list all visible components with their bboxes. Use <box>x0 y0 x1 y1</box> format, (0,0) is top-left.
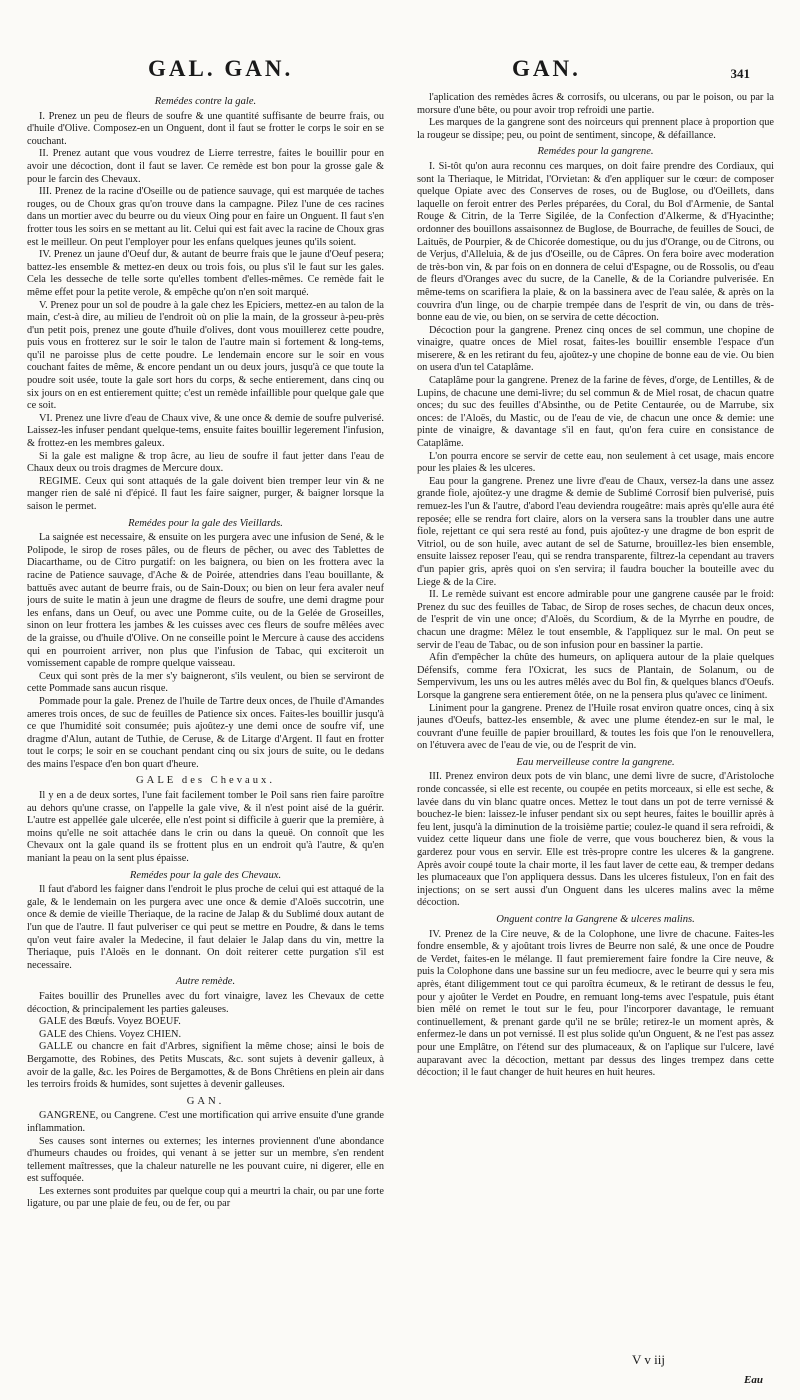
paragraph: GANGRENE, ou Cangrene. C'est une mortification qui arrive ensuite d'une grande inflammation. <box>27 1110 384 1134</box>
paragraph: II. Le remède suivant est encore admirable pour une gangrene causée par le froid: Prenez du suc des feuilles de Tabac, de Sirop de roses seches, de chacun deux onces, de l'esprit de vin une once; d'Aloës, du Scordium, & de la Myrrhe en poudre, de chacun une dragme: Mêlez le tout ensemble, & l'appliquez sur le mal. On peut se servir de l'eau de Tabac, ou de son infusion pour en bassiner la partie. <box>417 589 774 651</box>
paragraph: III. Prenez environ deux pots de vin blanc, une demi livre de sucre, d'Aristoloche ronde concassée, si elle est recente, ou coupée en petits morceaux, si elle est seche, & lavée dans du vin blanc quatre onces. Mettez le tout dans un pot de terre vernissé & bouchez-le bien: laissez-le infuser pendant six ou sept heures, faites le bouillir après à feu lent, jusqu'à la diminution de la troisième partie; coulez-le quand il sera refroidi, & vuidez cette liqueur dans une fiole de verre, que vous boucherez bien, & vous la garderez pour vous en servir. Elle est très-propre contre les ulceres & la gangrene. Après avoir coupé toute la chair morte, il les faut laver de cette eau, & tremper dedans les plumaceaux que l'on appliquera dessus. Dans les ulceres fistuleux, l'on en fait des injections; on se sert aussi d'un Onguent dans les ulceres malins avec la même décoction. <box>417 771 774 909</box>
paragraph: Ses causes sont internes ou externes; les internes proviennent d'une abondance d'humeurs chaudes ou froides, qui venant à se jetter sur un membre, s'en rendent tellement maîtresses, que la chaleur naturelle ne les pouvant cuire, ni digerer, elle en est suffoquée. <box>27 1135 384 1185</box>
paragraph: Cataplâme pour la gangrene. Prenez de la farine de fèves, d'orge, de Lentilles, & de Lupins, de chacune une demi-livre; du sel commun & de Miel rosat, de chacun quatre onces; du suc des feuilles d'Absinthe, ou de Petite Centaurée, ou de Marrube, six onces: de l'Aloës, du Mastic, ou de l'eau de vie, de chacun une once & demie: une pinte de vinaigre, & davantage s'il en faut, qu'on fera cuire en consistance de Cataplâme. <box>417 375 774 450</box>
paragraph: GALE des Chiens. Voyez CHIEN. <box>39 1028 182 1040</box>
paragraph: Si la gale est maligne & trop âcre, au lieu de soufre il faut jetter dans l'eau de Chaux deux ou trois dragmes de Mercure doux. <box>27 450 384 475</box>
section-heading: Remédes contre la gale. <box>154 96 257 107</box>
paragraph: L'on pourra encore se servir de cette eau, non seulement à cet usage, mais encore pour les plaies & les ulceres. <box>417 450 774 475</box>
section-heading: Eau merveilleuse contre la gangrene. <box>516 756 675 768</box>
paragraph: II. Prenez autant que vous voudrez de Lierre terrestre, faites le bouillir pour en avoir une décoction, dont il faut se laver. Ce remède est bon pour la grosse gale & pour le farcin des Chevaux. <box>27 148 384 185</box>
paragraph: Liniment pour la gangrene. Prenez de l'Huile rosat environ quatre onces, cinq à six jaunes d'Oeufs, battez-les ensemble, & avec une plume étendez-en sur le mal, le couvrant d'une feuille de papier brouillard, & toutes les fois que l'on le renouvellera, on l'étuvera avec de l'eau de vie, ou de l'esprit de vin. <box>417 702 774 752</box>
signature-mark: V v iij <box>632 1352 665 1367</box>
paragraph: REGIME. Ceux qui sont attaqués de la gale doivent bien tremper leur vin & ne manger rien de salé ni d'épicé. Il faut les faire saigner, purger, & baigner lorsque la saison le permet. <box>27 475 384 512</box>
right-column <box>417 92 774 1340</box>
paragraph: Les externes sont produites par quelque coup qui a meurtri la chair, ou par une forte ligature, ou par une plaie de feu, ou de fer, ou par <box>27 1185 384 1210</box>
paragraph: V. Prenez pour un sol de poudre à la gale chez les Epiciers, mettez-en au talon de la main, c'est-à dire, au milieu de l'endroit où on plie la main, de la grosseur à-peu-près d'un petit pois, prenez une goute d'huile d'olives, dont vous mouillerez cette poudre, puis vous en frotterez sur le soir le talon de l'autre main si fortement & long-tems, qu'il ne paroisse plus de cette poudre. Le lendemain encore sur le soir en vous couchant faites de même, & encore pendant un ou deux jours, jusqu'à ce que toute la poudre soit usée, toute la gale sort hors du corps, & seche entierement, dans cinq ou six jours on en est entierement quitte; c'est un remède infaillible pour quelque gale que ce soit. <box>27 299 384 412</box>
paragraph: La saignée est necessaire, & ensuite on les purgera avec une infusion de Sené, & le Polipode, le sirop de roses pâles, ou de fleurs de pêcher, ou avec des Tablettes de Diacarthame, ou de Citro purgatif: on les baignera, ou bien on les frottera avec la racine de Patience sauvage, d'Ache & de Poirée, attendries dans l'eau bouillante, & battuës avec autant de beurre frais, ou de Sain-Doux; ou bien on leur fera avaler neuf jours de suite le matin à jeun une dragme de fleurs de soufre, une demi dragme pour les enfans, dans un Oeuf, ou avec une Pomme cuite, ou de la Gelée de Groseilles, sinon on leur frottera les jambes & les cuisses avec ces fleurs de soufre mêlées avec de la graisse, ou d'huile d'Olive. On ne conseille point le Mercure à cause des accidens qui en pourroient arriver, non plus que l'infusion de Tabac, qui exciteroit un vomissement capable de rompre quelque vaisseau. <box>27 532 384 670</box>
section-heading: Onguent contre la Gangrene & ulceres malins. <box>496 914 695 925</box>
section-heading: Remédes pour la gale des Vieillards. <box>128 517 283 529</box>
section-heading: GALE des Chevaux. <box>136 775 275 787</box>
section-heading: Remédes pour la gangrene. <box>537 146 654 158</box>
left-column <box>27 92 384 1340</box>
paragraph: l'aplication des remèdes âcres & corrosifs, ou ulcerans, ou par le poison, ou par la morsure d'une bête, ou pour avoir trop refroidi une partie. <box>417 92 774 116</box>
paragraph: I. Prenez un peu de fleurs de soufre & une quantité suffisante de beurre frais, ou d'huile d'Olive. Composez-en un Onguent, dont il faut se frotter le corps le soir en se couchant. <box>27 110 384 147</box>
paragraph: I. Si-tôt qu'on aura reconnu ces marques, on doit faire prendre des Cordiaux, qui sont la Theriaque, le Mitridat, l'Orvietan: & d'en appliquer sur le cœur: de composer quelque Opiate avec des Conserves de roses, ou de Buglose, ou d'Oeillets, dans laquelle on feroit entrer des Perles préparées, du Coral, du Bol d'Armenie, de Santal Rouge & Citrin, de la Terre Sigilée, de la Confection d'Alkerme, & d'Hyacinthe; ordonner des bouillons assaisonnez de Buglose, de Bourrache, de feuilles de Souci, de Laituës, de Pourpier, & de Chicorée domestique, ou du jus d'Orange, ou de Citrons, ou de Verjus, d'Alleluia, & de jus d'Oseille, ou de Câpres. On fera boire avec moderation de très-bon vin, & par fois on en donnera de celui d'Espagne, ou de Rossolis, ou d'eau de fleurs d'Oranges avec du sucre, de la Canelle, & de la Coriandre pulverisée. En même-tems on scarifiera la plaie, & on la bassinera avec de l'eau salée, & après on la couvrira d'un linge, ou de charpie trempée dans de l'esprit de vin, ou dans de très-bonne eau de vie, ou bien, on se servira de cette décoction. <box>417 160 774 324</box>
paragraph: IV. Prenez de la Cire neuve, & de la Colophone, une livre de chacune. Faites-les fondre ensemble, & y ajoûtant trois livres de Beurre non salé, & une once de Poudre de Verdet, faites-en le mélange. Il faut premierement faire fondre la Cire neuve, & puis la Colophone dans une bassine sur un feu mediocre, avec le beurre qui y sera mis après, étant diligemment tout ce qui paroîtra écumeux, & le retirant de dessus le feu, pour y ajoûter le Verdet en Poudre, en remuant long-tems avec l'espatule, puis étant bien mêlé on remet le tout sur le feu, pour l'incorporer davantage, le remuant continuellement, & prenant garde qu'il ne se brûle; retirez-le un moment après, & enfermez-le dans un pot vernissé. Il est plus solide qu'un Onguent, & ne l'est pas assez pour une Emplâtre, on l'étend sur des plumaceaux, & on l'aplique sur l'ulcere, lavé auparavant avec la décoction, mettant par dessus des linges trempez dans cette décoction; il le faut changer de huit heures en huit heures. <box>417 928 774 1079</box>
paragraph: III. Prenez de la racine d'Oseille ou de patience sauvage, qui est marquée de taches rouges, ou de Choux gras qu'on trouve dans la campagne. Pilez l'une de ces racines dans un mortier avec du beurre ou du vieux Oing pour en faire un Onguent. Il faut s'en frotter tous les soirs en se mettant au lit. Celui qui est fait avec la racine de Choux gras est le meilleur. On peut l'employer pour les enfans quelques jeunes qu'ils soient. <box>27 186 384 248</box>
running-head-left: GAL. GAN. <box>148 56 294 81</box>
section-heading: GAN. <box>186 1095 225 1107</box>
paragraph: IV. Prenez un jaune d'Oeuf dur, & autant de beurre frais que le jaune d'Oeuf pesera; battez-les ensemble & mettez-en deux ou trois fois, ou plus s'il le faut sur les gales. Cela les desseche de telle sorte qu'elles tombent d'elles-mêmes. Ce remède fait le même effet pour la petite verole, & empêche qu'on n'en soit marqué. <box>27 249 384 298</box>
running-head-right: GAN. <box>512 56 581 81</box>
paragraph: Afin d'empêcher la chûte des humeurs, on apliquera autour de la plaie quelques Défensifs, comme fera l'Oxicrat, les sucs de Plantain, de Solanum, ou de Sempervivum, les uns ou les autres mêlés avec du Bol fin, & quelques blancs d'Oeufs. Lorsque la gangrene sera entierement ôtée, on ne la pensera plus qu'avec ce liniment. <box>417 652 774 701</box>
paragraph: Ceux qui sont près de la mer s'y baigneront, s'ils veulent, ou bien se serviront de cette Pommade sans aucun risque. <box>27 670 384 695</box>
paragraph: Il faut d'abord les faigner dans l'endroit le plus proche de celui qui est attaqué de la gale, & le lendemain on les purgera avec une once & demie d'Aloës succotrin, une once & demie de vieille Theriaque, de la racine de Jalap & du Sublimé doux autant de l'un que de l'autre. Il faut pulveriser ce qui peut se mettre en Poudre, & dans le tems qu'on veut faire avaler la Medecine, il faut delaier le Jalap dans du vin, mettre la Theriaque, puis l'Aloës en le donnant. On doit reiterer cette purgation s'il est necessaire. <box>27 884 384 971</box>
paragraph: VI. Prenez une livre d'eau de Chaux vive, & une once & demie de soufre pulverisé. Laissez-les infuser pendant quelque-tems, ensuite faites bouillir legerement l'infusion, & frottez-en les membres galeux. <box>27 412 384 450</box>
section-heading: Autre remède. <box>175 976 236 988</box>
paragraph: Les marques de la gangrene sont des noirceurs qui prennent place à proportion que la rougeur se dissipe; peu, ou point de sentiment, sincope, & défaillance. <box>417 117 774 141</box>
paragraph: Eau pour la gangrene. Prenez une livre d'eau de Chaux, versez-la dans une assez grande fiole, ajoûtez-y une dragme & demie de Sublimé Corrosif bien pulverisé, puis remuez-les l'un & l'autre, d'abord l'eau deviendra rougeâtre: mais après qu'elle aura été reposée; elle se rendra fort claire, alors on la versera sans la troubler dans une autre fiole, rejettant ce qui sera resté au fond, puis ajoûtez-y une dragme de bon esprit de Vitriol, ou de son huile, avec autant de sel de Saturne, brouillez-les bien ensemble, ensuite laissez reposer l'eau, qui se rendra transparente, filtrez-la cependant au travers d'un papier gris, après quoi on s'en servira; il faudra boucher la bouteille avec du Liege & de la Cire. <box>417 475 774 588</box>
section-heading: Remédes pour la gale des Chevaux. <box>129 869 282 881</box>
paragraph: GALE des Bœufs. Voyez BOEUF. <box>39 1016 181 1028</box>
page-number: 341 <box>730 66 750 81</box>
paragraph: GALLE ou chancre en fait d'Arbres, signifient la même chose; ainsi le bois de Bergamotte, des Robines, des Petits Muscats, &c. sont sujets à devenir galleux, à avoir de la galle, &c. les Poires de Bergamottes, & de Bons Chrêtiens en plein air dans les terroirs froids & humides, sont sujettes à devenir galleuses. <box>27 1041 384 1091</box>
paragraph: Il y en a de deux sortes, l'une fait facilement tomber le Poil sans rien faire paroître au dehors qu'une crasse, on l'appelle la gale vive, & il n'est point aisé de la guérir. L'autre est appellée gale ulcerée, elle n'est point si difficile à guerir que la première, à moins qu'elle ne soit attachée dans le crin ou dans la queuë. On connoît que les Chevaux ont la gale quand ils se frottent plus en un endroit qu'à l'autre, & qu'en maniant la peau on la sent plus épaisse. <box>27 790 384 865</box>
catchword: Eau <box>744 1374 763 1386</box>
paragraph: Pommade pour la gale. Prenez de l'huile de Tartre deux onces, de l'huile d'Amandes ameres trois onces, de suc de feuilles de Patience six onces. Faites-les bouillir jusqu'à ce que l'humidité soit consumée; puis ajoûtez-y une demi once de soufre vif, une dragme d'Alun, autant de Tuthie, de Ceruse, & de Litarge d'Argent. Il faut en frotter tout le corps; le soir en se couchant pendant cinq ou six jours de suite, ou le dedans des mains l'espace d'en bon quart d'heure. <box>27 695 384 770</box>
paragraph: Faites bouillir des Prunelles avec du fort vinaigre, lavez les Chevaux de cette décoction, & principalement les parties galeuses. <box>27 990 384 1015</box>
paragraph: Décoction pour la gangrene. Prenez cinq onces de sel commun, une chopine de vinaigre, quatre onces de Miel rosat, faites-les bouillir ensemble l'espace d'un miserere, & en les retirant du feu, ajoûtez-y une chopine de bonne eau de vie. Ou bien on usera d'un tel Cataplâme. <box>417 324 774 374</box>
